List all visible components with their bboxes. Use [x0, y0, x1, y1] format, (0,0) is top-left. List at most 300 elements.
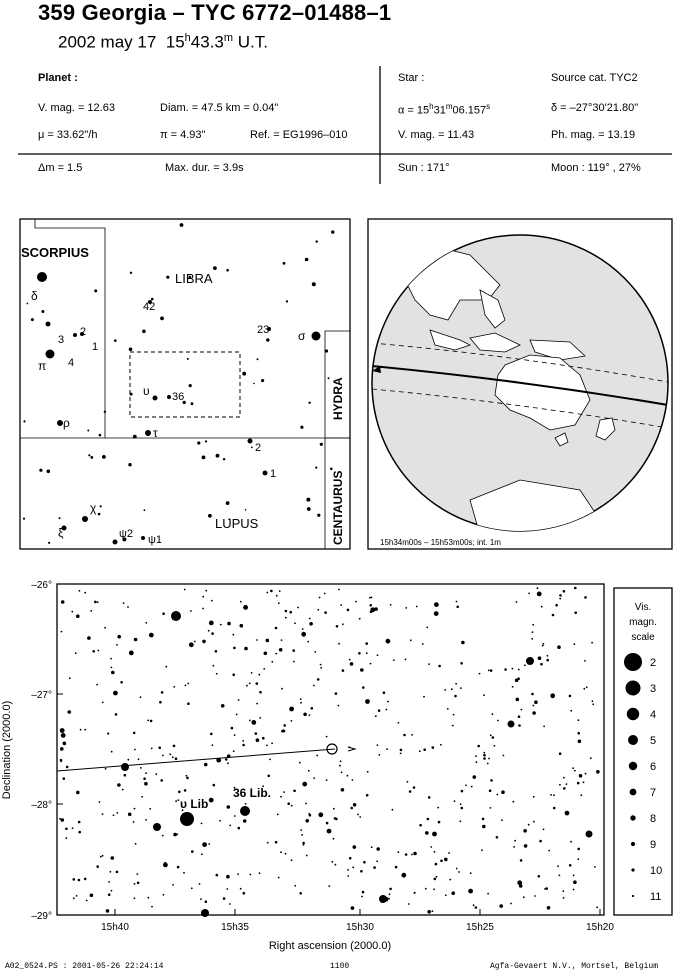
- detail-star: [482, 818, 485, 821]
- detail-star: [108, 893, 111, 896]
- detail-star: [461, 790, 464, 793]
- detail-star: [594, 866, 596, 868]
- detail-star: [294, 622, 296, 624]
- detail-star: [301, 834, 303, 836]
- detail-star: [106, 909, 110, 913]
- detail-star: [191, 850, 194, 853]
- detail-star: [141, 796, 143, 798]
- detail-star: [341, 772, 343, 774]
- detail-star: [342, 623, 344, 625]
- detail-star: [397, 851, 399, 853]
- detail-star: [393, 659, 395, 661]
- detail-star: [285, 853, 287, 855]
- detail-star: [232, 673, 235, 676]
- detail-star: [494, 745, 496, 747]
- detail-star: [240, 601, 242, 603]
- legend-dot: [629, 762, 637, 770]
- detail-star: [512, 686, 514, 688]
- detail-star: [281, 688, 283, 690]
- y-tick-label: –28°: [31, 800, 52, 811]
- detail-star: [256, 738, 260, 742]
- detail-star: [246, 685, 248, 687]
- constellation-lupus: LUPUS: [215, 516, 259, 531]
- detail-star: [541, 606, 543, 608]
- detail-star: [512, 668, 514, 670]
- detail-star: [294, 885, 296, 887]
- detail-star: [475, 906, 478, 909]
- detail-star: [313, 777, 315, 779]
- legend-value-label: 8: [650, 813, 657, 825]
- detail-star: [465, 784, 467, 786]
- detail-star: [326, 736, 328, 738]
- detail-star: [145, 622, 147, 624]
- detail-star: [473, 904, 475, 906]
- detail-star: [66, 766, 69, 769]
- detail-star: [490, 669, 493, 672]
- detail-star: [513, 801, 515, 803]
- detail-star: [316, 755, 318, 757]
- detail-star: [116, 644, 118, 646]
- detail-star: [550, 693, 555, 698]
- finder-label-psi2: ψ2: [119, 528, 133, 540]
- detail-star: [249, 683, 251, 685]
- footer-file-info: A02_0524.PS : 2001-05-26 22:24:14: [5, 962, 164, 971]
- detail-star: [563, 897, 565, 899]
- detail-star: [264, 652, 268, 656]
- legend-value-label: 3: [650, 683, 657, 695]
- detail-star: [60, 759, 63, 762]
- detail-star: [213, 784, 216, 787]
- detail-star: [577, 732, 580, 735]
- detail-star: [532, 631, 534, 633]
- detail-star: [208, 843, 210, 845]
- detail-star: [349, 857, 352, 860]
- detail-star: [205, 590, 207, 592]
- detail-star: [65, 828, 68, 831]
- detail-star: [229, 903, 231, 905]
- detail-star: [350, 662, 354, 666]
- detail-star: [353, 803, 357, 807]
- detail-star: [432, 746, 435, 749]
- detail-star: [144, 782, 148, 786]
- detail-star: [172, 756, 174, 758]
- detail-star: [138, 758, 140, 760]
- detail-star: [533, 796, 535, 798]
- detail-star: [226, 888, 228, 890]
- detail-star: [72, 827, 74, 829]
- constellation-scorpius: SCORPIUS: [21, 245, 89, 260]
- detail-star: [215, 650, 218, 653]
- detail-star: [371, 846, 373, 848]
- y-tick-label: –26°: [31, 580, 52, 591]
- detail-star: [573, 889, 575, 891]
- detail-star: [129, 651, 134, 656]
- detail-star: [470, 872, 472, 874]
- detail-star: [169, 753, 171, 755]
- detail-star: [333, 808, 335, 810]
- detail-star: [518, 715, 521, 718]
- detail-star: [448, 852, 450, 854]
- detail-star: [513, 846, 515, 848]
- detail-star: [363, 861, 366, 864]
- detail-star: [460, 662, 463, 665]
- detail-star: [578, 740, 582, 744]
- detail-star: [79, 590, 81, 592]
- detail-star: [427, 818, 430, 821]
- detail-star: [565, 811, 570, 816]
- detail-star: [236, 714, 238, 716]
- detail-star: [508, 721, 515, 728]
- detail-star: [520, 859, 523, 862]
- detail-star: [309, 714, 311, 716]
- detail-star: [428, 796, 431, 799]
- detail-star: [71, 611, 73, 613]
- detail-star: [523, 829, 527, 833]
- detail-star: [300, 829, 302, 831]
- detail-star: [428, 663, 430, 665]
- detail-star: [279, 648, 283, 652]
- detail-star: [291, 720, 293, 722]
- detail-star: [209, 621, 214, 626]
- detail-star: [559, 875, 561, 877]
- detail-star: [433, 888, 435, 890]
- detail-star: [371, 597, 373, 599]
- detail-star: [555, 604, 558, 607]
- planet-vmag: V. mag. = 12.63: [38, 102, 115, 114]
- detail-star: [251, 720, 256, 725]
- event-datetime: 2002 may 17 15$^h$43.3$^m$ U.T.: [58, 32, 268, 52]
- detail-star: [243, 819, 247, 823]
- detail-star: [503, 755, 505, 757]
- detail-star: [208, 630, 210, 632]
- detail-star: [307, 641, 309, 643]
- detail-star: [596, 770, 600, 774]
- detail-star: [302, 782, 307, 787]
- detail-star: [460, 687, 462, 689]
- detail-star: [405, 853, 408, 856]
- finder-label-delta: δ: [31, 289, 38, 303]
- detail-star: [501, 790, 505, 794]
- detail-star: [489, 789, 492, 792]
- detail-star: [544, 888, 546, 890]
- detail-star: [111, 890, 113, 892]
- detail-star: [569, 695, 572, 698]
- detail-star: [233, 647, 236, 650]
- detail-star: [61, 600, 65, 604]
- legend-dot: [627, 708, 639, 720]
- finder-label-1b: 1: [270, 468, 277, 480]
- finder-label-2: 2: [80, 326, 87, 338]
- x-tick-label: 15h25: [466, 922, 494, 933]
- detail-star: [266, 592, 268, 594]
- detail-star: [331, 861, 333, 863]
- detail-star: [227, 805, 231, 809]
- detail-star: [202, 640, 206, 644]
- detail-star: [173, 833, 177, 837]
- detail-star: [352, 866, 354, 868]
- detail-star: [339, 765, 341, 767]
- detail-star: [115, 713, 118, 716]
- detail-star: [216, 874, 219, 877]
- detail-star: [202, 608, 204, 610]
- detail-star: [306, 855, 308, 857]
- detail-star: [201, 823, 203, 825]
- detail-star: [190, 610, 192, 612]
- detail-star: [359, 618, 361, 620]
- detail-star: [140, 767, 142, 769]
- page-title: 359 Georgia – TYC 6772–01488–1: [38, 0, 392, 25]
- detail-star: [177, 799, 179, 801]
- y-tick-label: –27°: [31, 690, 52, 701]
- detail-star: [455, 683, 457, 685]
- detail-star: [111, 667, 113, 669]
- detail-star: [482, 825, 486, 829]
- finder-label-xi: ξ: [58, 526, 64, 540]
- x-axis-label: Right ascension (2000.0): [268, 940, 392, 952]
- detail-star: [473, 775, 477, 779]
- detail-star: [283, 724, 286, 727]
- detail-star: [481, 849, 483, 851]
- detail-star: [250, 874, 252, 876]
- moon-info: Moon : 119° , 27%: [551, 162, 641, 174]
- detail-star: [200, 898, 202, 900]
- detail-star: [271, 742, 273, 744]
- detail-star: [238, 827, 241, 830]
- detail-star: [543, 829, 545, 831]
- planet-diameter: Diam. = 47.5 km = 0.04": [160, 102, 279, 114]
- finder-label-sigma: σ: [298, 329, 306, 343]
- detail-star: [140, 696, 142, 698]
- detail-star: [483, 694, 485, 696]
- detail-star: [537, 592, 542, 597]
- detail-star: [447, 708, 449, 710]
- detail-star: [453, 714, 455, 716]
- detail-star: [487, 763, 489, 765]
- detail-star: [377, 654, 379, 656]
- planet-parallax: π = 4.93": [160, 129, 206, 141]
- constellation-libra: LIBRA: [175, 271, 213, 286]
- detail-star: [574, 611, 577, 614]
- detail-star: [297, 607, 299, 609]
- detail-star: [490, 779, 493, 782]
- detail-star: [490, 734, 492, 736]
- detail-star: [456, 868, 458, 870]
- max-duration: Max. dur. = 3.9s: [165, 162, 244, 174]
- detail-star: [398, 722, 400, 724]
- detail-star: [219, 820, 221, 822]
- detail-star: [255, 682, 258, 685]
- detail-star: [134, 638, 138, 642]
- detail-star: [204, 763, 208, 767]
- star-source-catalog: Source cat. TYC2: [551, 72, 638, 84]
- detail-star: [151, 748, 153, 750]
- detail-star: [150, 720, 153, 723]
- detail-star: [212, 744, 214, 746]
- detail-star: [497, 720, 499, 722]
- detail-star: [65, 837, 67, 839]
- finder-label-psi1: ψ1: [148, 534, 162, 546]
- detail-star: [347, 609, 350, 612]
- detail-star: [454, 695, 457, 698]
- detail-star: [367, 771, 369, 773]
- detail-star: [538, 875, 541, 878]
- detail-star: [468, 889, 473, 894]
- detail-star: [86, 900, 88, 902]
- detail-star: [479, 673, 481, 675]
- detail-star: [563, 787, 566, 790]
- detail-star: [436, 876, 438, 878]
- detail-star: [378, 709, 381, 712]
- detail-star: [133, 821, 135, 823]
- detail-star: [445, 894, 447, 896]
- detail-star: [432, 910, 434, 912]
- detail-star: [164, 862, 166, 864]
- detail-star: [504, 668, 507, 671]
- legend-dot: [631, 868, 634, 871]
- detail-star: [577, 782, 580, 785]
- detail-star: [566, 783, 568, 785]
- detail-star: [355, 601, 357, 603]
- detail-star: [221, 704, 225, 708]
- detail-star: [584, 660, 586, 662]
- detail-star: [229, 825, 231, 827]
- detail-star: [225, 758, 228, 761]
- detail-star: [496, 794, 498, 796]
- detail-star: [574, 770, 576, 772]
- detail-star: [108, 881, 110, 883]
- detail-star: [411, 734, 413, 736]
- detail-star: [401, 873, 406, 878]
- detail-star: [117, 783, 121, 787]
- detail-star: [347, 775, 349, 777]
- detail-star: [102, 702, 104, 704]
- detail-star: [158, 746, 161, 749]
- detail-star: [279, 590, 281, 592]
- detail-star: [137, 882, 140, 885]
- detail-star: [84, 592, 86, 594]
- detail-star: [163, 894, 165, 896]
- detail-star: [369, 597, 371, 599]
- detail-star: [172, 618, 174, 620]
- detail-star: [400, 749, 403, 752]
- detail-star: [116, 871, 119, 874]
- detail-star: [259, 717, 261, 719]
- detail-star: [202, 596, 204, 598]
- detail-star: [281, 639, 283, 641]
- detail-star: [213, 665, 215, 667]
- detail-star: [259, 872, 261, 874]
- detail-star: [303, 713, 307, 717]
- detail-star: [366, 794, 369, 797]
- detail-star: [335, 864, 337, 866]
- detail-star: [338, 643, 340, 645]
- detail-star: [400, 753, 402, 755]
- detail-star: [256, 639, 258, 641]
- detail-star: [227, 762, 229, 764]
- detail-star: [76, 791, 80, 795]
- detail-star: [78, 821, 81, 824]
- detail-star: [318, 812, 323, 817]
- legend-title-line1: Vis.: [634, 602, 652, 613]
- detail-star: [437, 807, 439, 809]
- detail-star: [435, 863, 438, 866]
- detail-star: [76, 895, 78, 897]
- detail-star: [586, 686, 588, 688]
- detail-star: [326, 822, 329, 825]
- finder-label-36: 36: [172, 391, 185, 403]
- detail-star: [559, 784, 561, 786]
- star-declination: δ = –27°30'21.80": [551, 102, 639, 114]
- detail-star: [542, 645, 544, 647]
- detail-star: [266, 639, 270, 643]
- detail-star: [162, 835, 164, 837]
- detail-star: [422, 643, 424, 645]
- detail-star: [266, 745, 268, 747]
- detail-star: [327, 829, 332, 834]
- detail-star: [128, 813, 132, 817]
- detail-star: [199, 883, 201, 885]
- detail-star: [280, 851, 282, 853]
- detail-star: [456, 606, 459, 609]
- detail-star: [100, 856, 102, 858]
- detail-star: [423, 696, 425, 698]
- detail-star: [430, 846, 432, 848]
- detail-star: [76, 614, 80, 618]
- y-axis-label: Declination (2000.0): [1, 700, 13, 800]
- detail-star: [61, 818, 65, 822]
- detail-star: [373, 866, 376, 869]
- detail-star: [389, 893, 391, 895]
- detail-star: [488, 670, 490, 672]
- detail-star: [159, 701, 162, 704]
- detail-star: [440, 860, 443, 863]
- detail-star: [524, 664, 526, 666]
- detail-star: [570, 710, 572, 712]
- footer-page-code: 1100: [330, 962, 350, 971]
- detail-star: [546, 659, 549, 662]
- detail-star: [458, 871, 460, 873]
- magnitude-drop: Δm = 1.5: [38, 162, 83, 174]
- detail-star: [540, 663, 543, 666]
- detail-star: [184, 589, 186, 591]
- detail-star: [278, 877, 280, 879]
- detail-star: [60, 728, 65, 733]
- detail-star: [376, 860, 378, 862]
- detail-star: [499, 904, 503, 908]
- detail-star: [61, 733, 66, 738]
- finder-label-42: 42: [143, 301, 156, 313]
- detail-star: [249, 720, 251, 722]
- detail-star: [419, 824, 422, 827]
- detail-star: [145, 772, 147, 774]
- detail-star: [341, 788, 345, 792]
- detail-star: [92, 650, 95, 653]
- detail-star: [409, 790, 412, 793]
- detail-star: [180, 812, 194, 826]
- star-heading: Star :: [398, 72, 425, 84]
- detail-star: [96, 684, 98, 686]
- detail-star: [178, 791, 181, 794]
- detail-star: [559, 752, 562, 755]
- detail-star: [578, 719, 580, 721]
- finder-label-4: 4: [68, 357, 75, 369]
- detail-star: [308, 770, 310, 772]
- detail-star: [78, 879, 81, 882]
- detail-star: [525, 845, 527, 847]
- detail-star: [562, 890, 564, 892]
- detail-star: [514, 840, 516, 842]
- detail-star: [149, 808, 151, 810]
